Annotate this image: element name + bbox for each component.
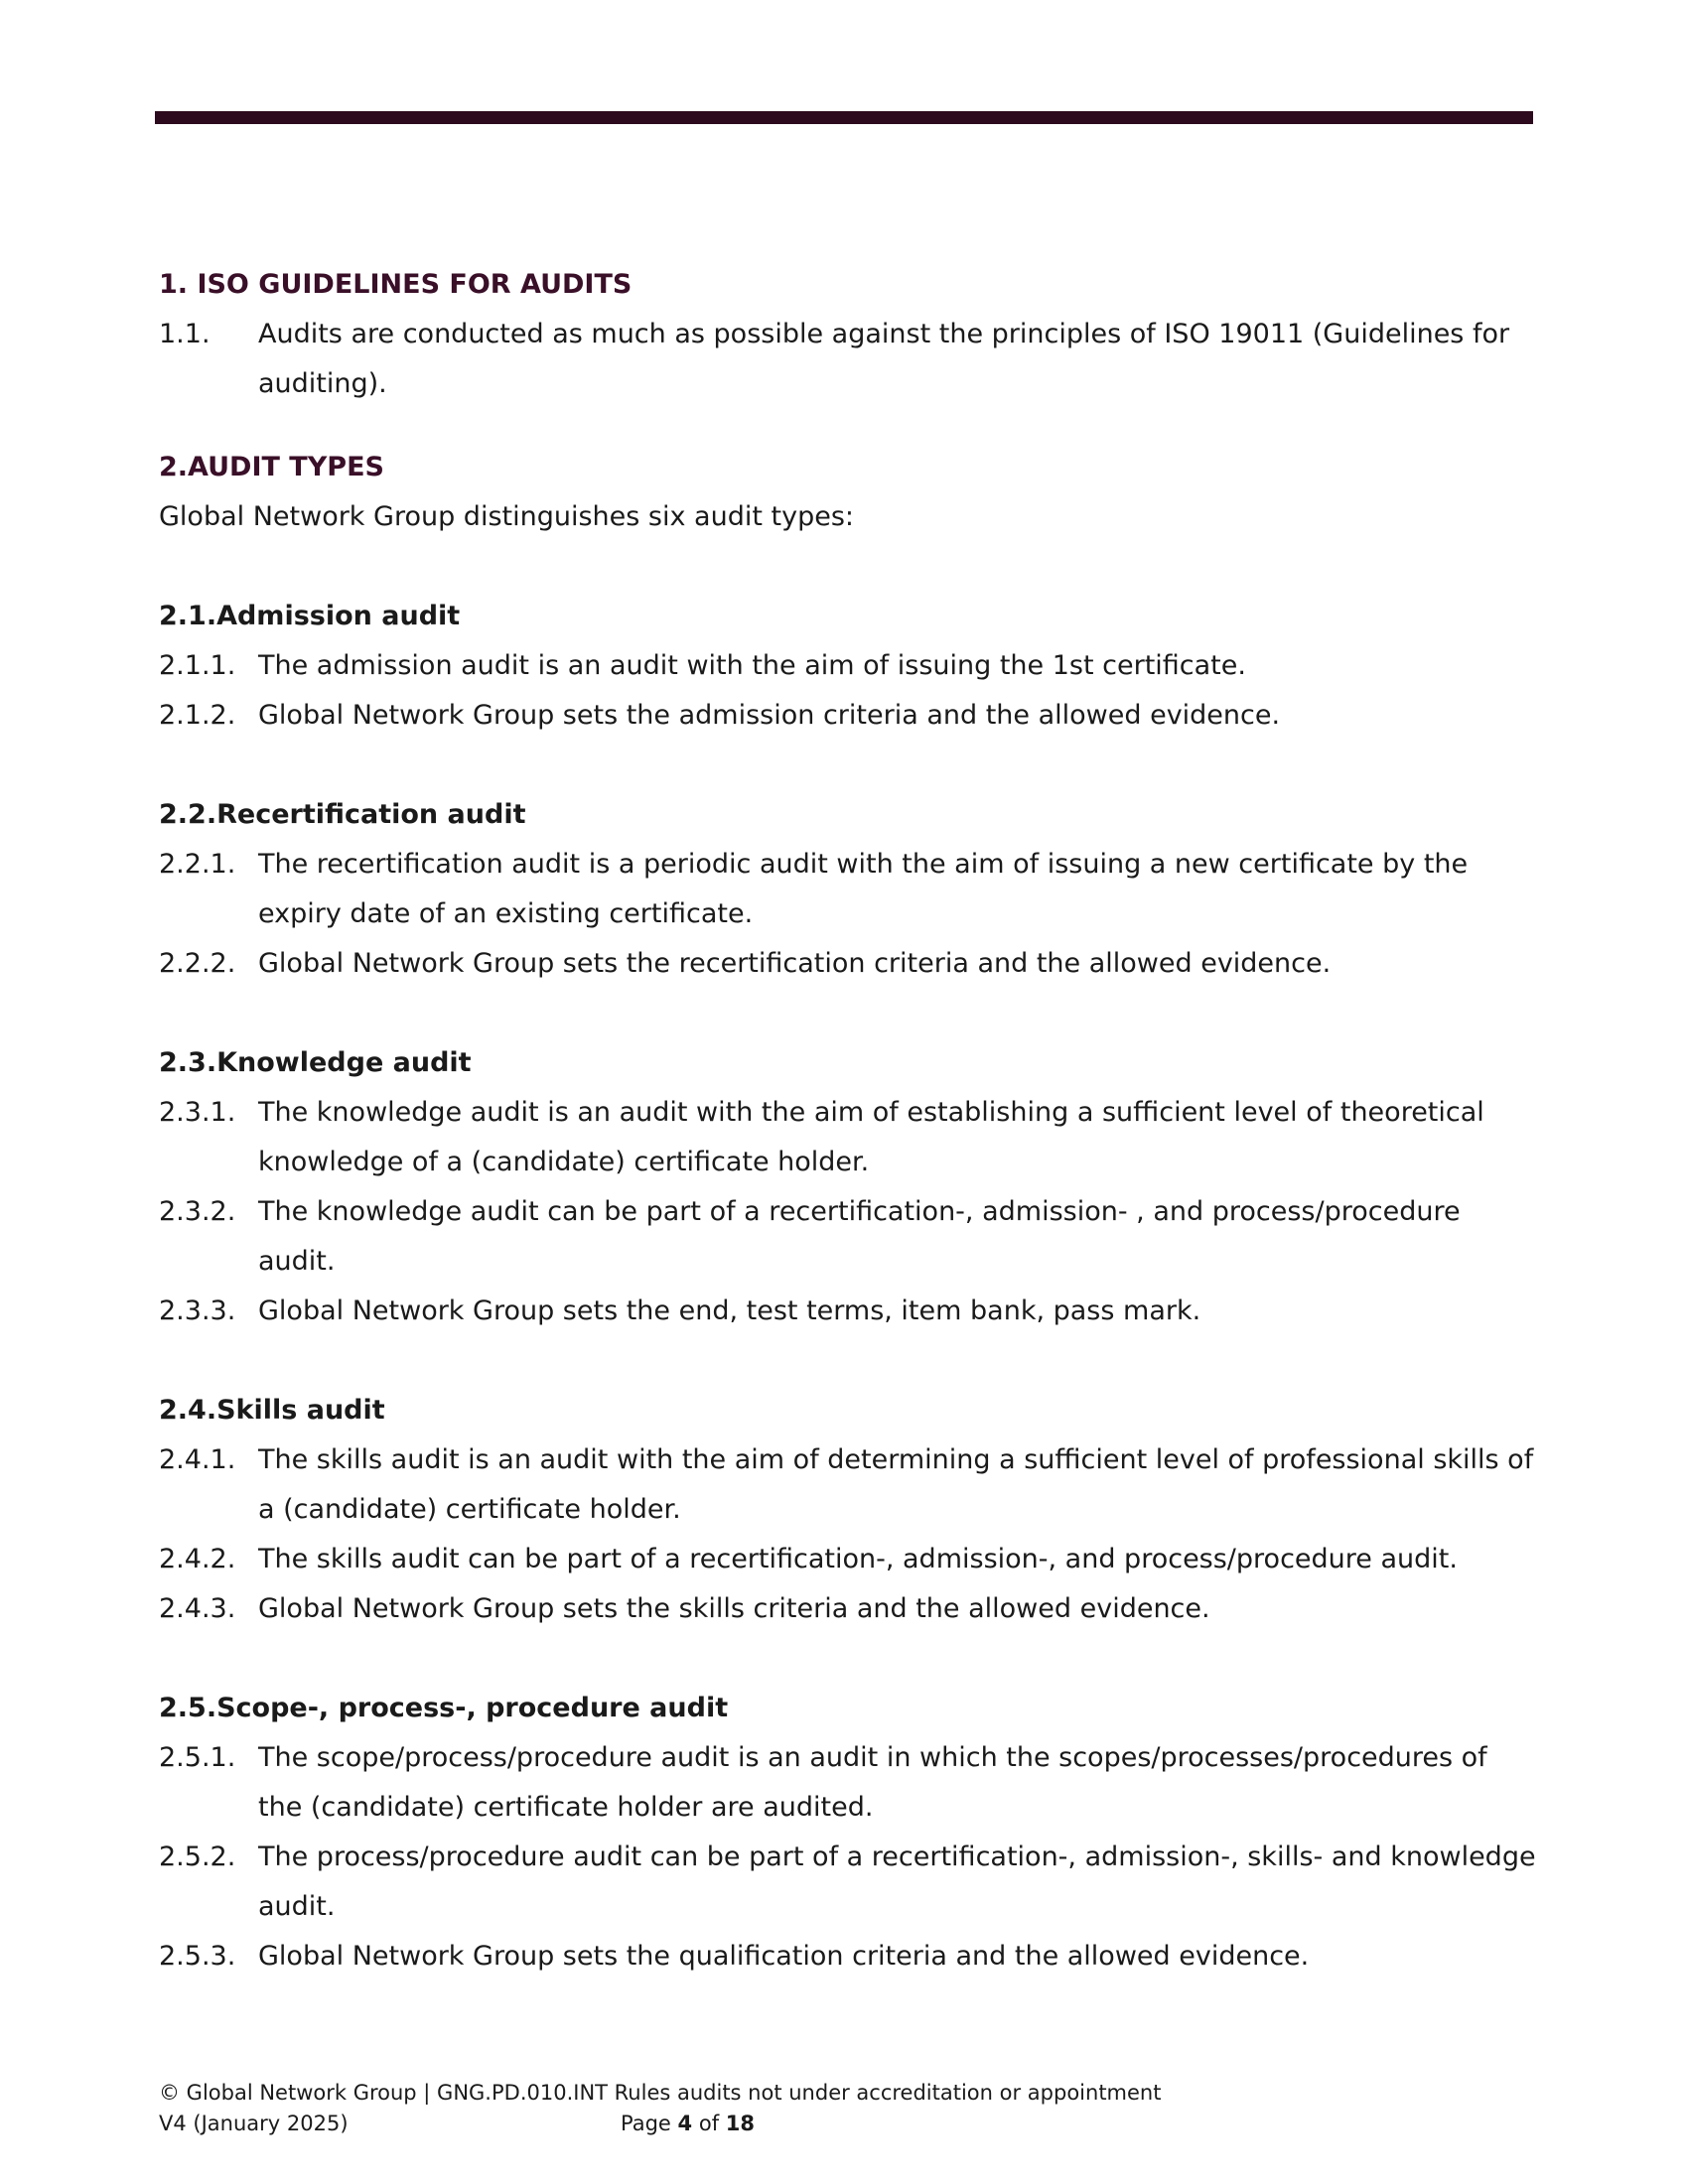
list-item [159, 310, 1539, 409]
list-item [159, 939, 1539, 989]
list-item [159, 1535, 1539, 1584]
list-item [159, 1584, 1539, 1634]
page-total: 18 [725, 2112, 756, 2135]
list-item [159, 1287, 1539, 1336]
item-text: Global Network Group sets the end, test terms, item bank, pass mark. [258, 1296, 1201, 1326]
item-text: The admission audit is an audit with the aim of issuing the 1st certificate. [258, 650, 1246, 681]
page-label: Page [621, 2112, 671, 2135]
section-2-intro: Global Network Group distinguishes six audit types: [159, 501, 854, 532]
section-2-3-heading: 2.3.Knowledge audit [159, 1047, 472, 1078]
item-text: The scope/process/procedure audit is an audit in which the scopes/processes/procedures of the (candidate) certificate holder are audited. [258, 1742, 1487, 1823]
item-number: 2.4.1. [159, 1444, 236, 1475]
item-number: 2.1.1. [159, 650, 236, 681]
item-number: 2.4.3. [159, 1593, 236, 1624]
item-text: The recertification audit is a periodic audit with the aim of issuing a new certificate by the expiry date of an existing certificate. [258, 849, 1469, 929]
list-item [159, 1435, 1539, 1535]
item-text: The skills audit can be part of a recertification-, admission-, and process/procedure audit. [258, 1544, 1458, 1574]
item-text: Audits are conducted as much as possible against the principles of ISO 19011 (Guidelines for auditing). [258, 319, 1510, 399]
list-item [159, 840, 1539, 939]
page-footer [159, 2078, 1549, 2139]
item-text: Global Network Group sets the skills criteria and the allowed evidence. [258, 1593, 1210, 1624]
item-number: 2.5.2. [159, 1842, 236, 1872]
header-rule [155, 111, 1533, 124]
item-text: The knowledge audit can be part of a recertification-, admission- , and process/procedure audit. [258, 1196, 1461, 1277]
item-number: 2.3.3. [159, 1296, 236, 1326]
document-body [159, 260, 1539, 1981]
list-item [159, 1088, 1539, 1187]
list-item [159, 1187, 1539, 1287]
page-of: of [698, 2112, 720, 2135]
item-text: The process/procedure audit can be part of a recertification-, admission-, skills- and knowledge audit. [258, 1842, 1536, 1922]
section-2-4-heading: 2.4.Skills audit [159, 1395, 385, 1426]
item-number: 2.5.3. [159, 1941, 236, 1972]
item-number: 2.3.2. [159, 1196, 236, 1227]
item-text: Global Network Group sets the qualification criteria and the allowed evidence. [258, 1941, 1310, 1972]
footer-version: V4 (January 2025) [159, 2112, 349, 2135]
item-text: The skills audit is an audit with the aim of determining a sufficient level of professional skills of a (candidate) certificate holder. [258, 1444, 1534, 1525]
section-1-heading: 1. ISO GUIDELINES FOR AUDITS [159, 269, 633, 300]
item-text: Global Network Group sets the recertification criteria and the allowed evidence. [258, 948, 1332, 979]
item-text: Global Network Group sets the admission criteria and the allowed evidence. [258, 700, 1281, 731]
item-number: 2.3.1. [159, 1097, 236, 1128]
list-item [159, 1733, 1539, 1833]
footer-copyright: © Global Network Group | GNG.PD.010.INT Rules audits not under accreditation or appointment [159, 2081, 1162, 2105]
item-number: 1.1. [159, 319, 211, 349]
list-item [159, 641, 1539, 691]
page-current: 4 [677, 2112, 693, 2135]
item-number: 2.2.2. [159, 948, 236, 979]
item-number: 2.5.1. [159, 1742, 236, 1773]
section-2-2-heading: 2.2.Recertification audit [159, 799, 526, 830]
list-item [159, 1833, 1539, 1932]
list-item [159, 1932, 1539, 1981]
page-number [621, 2109, 755, 2139]
section-2-1-heading: 2.1.Admission audit [159, 601, 461, 631]
item-number: 2.1.2. [159, 700, 236, 731]
item-number: 2.4.2. [159, 1544, 236, 1574]
item-number: 2.2.1. [159, 849, 236, 880]
item-text: The knowledge audit is an audit with the aim of establishing a sufficient level of theoretical knowledge of a (candidate) certificate holder. [258, 1097, 1484, 1177]
section-2-5-heading: 2.5.Scope-, process-, procedure audit [159, 1693, 729, 1723]
section-2-heading: 2.AUDIT TYPES [159, 452, 384, 482]
list-item [159, 691, 1539, 741]
